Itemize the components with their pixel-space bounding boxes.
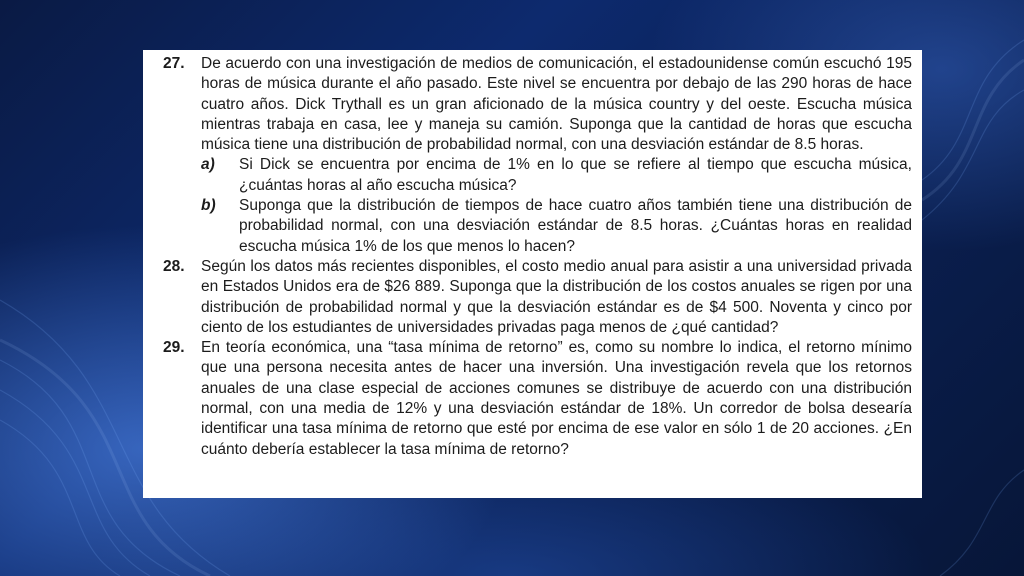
problem-28 (163, 257, 912, 338)
subpart-label: b) (201, 197, 216, 215)
problem-number: 27. (163, 55, 185, 72)
subpart-b (201, 196, 912, 257)
problem-27 (163, 54, 912, 257)
problem-text: De acuerdo con una investigación de medios de comunicación, el estadounidense común escuchó 195 horas de música durante el año pasado. Este nivel se encuentra por debajo de las 290 horas de hace cuatro años. Dick Trythall es un gran aficionado de la música country y del oeste. Escucha música mientras trabaja en casa, lee y maneja su camión. Suponga que la cantidad de horas que escucha música tiene una distribución de probabilidad normal, con una desviación estándar de 8.5 horas. (201, 55, 912, 154)
subpart-text: Suponga que la distribución de tiempos de hace cuatro años también tiene una distribución de probabilidad normal, con una desviación estándar de 8.5 horas. ¿Cuántas horas en realidad escucha música 1% de los que menos lo hacen? (239, 197, 912, 255)
problem-number: 29. (163, 339, 185, 357)
subpart-label: a) (201, 156, 215, 174)
document-page (143, 50, 922, 498)
subpart-text: Si Dick se encuentra por encima de 1% en lo que se refiere al tiempo que escucha música, ¿cuántas horas al año escucha música? (239, 156, 912, 194)
subpart-a (201, 155, 912, 196)
problem-number: 28. (163, 257, 185, 275)
problem-text: Según los datos más recientes disponibles, el costo medio anual para asistir a una universidad privada en Estados Unidos era de $26 889. Suponga que la distribución de los costos anuales se rigen por una distribución de probabilidad normal y que la desviación estándar es de $4 500. Noventa y cinco por ciento de los estudiantes de universidades privadas paga menos de ¿qué cantidad? (201, 257, 912, 336)
problem-text: En teoría económica, una “tasa mínima de retorno” es, como su nombre lo indica, el retorno mínimo que una persona necesita antes de hacer una inversión. Una investigación revela que los retornos anuales de una clase especial de acciones comunes se distribuye de acuerdo con una distribución normal, con una media de 12% y una desviación estándar de 18%. Un corredor de bolsa desearía identificar una tasa mínima de retorno que esté por encima de ese valor en sólo 1 de 20 acciones. ¿En cuánto debería establecer la tasa mínima de retorno? (201, 339, 912, 458)
problem-29 (163, 338, 912, 460)
